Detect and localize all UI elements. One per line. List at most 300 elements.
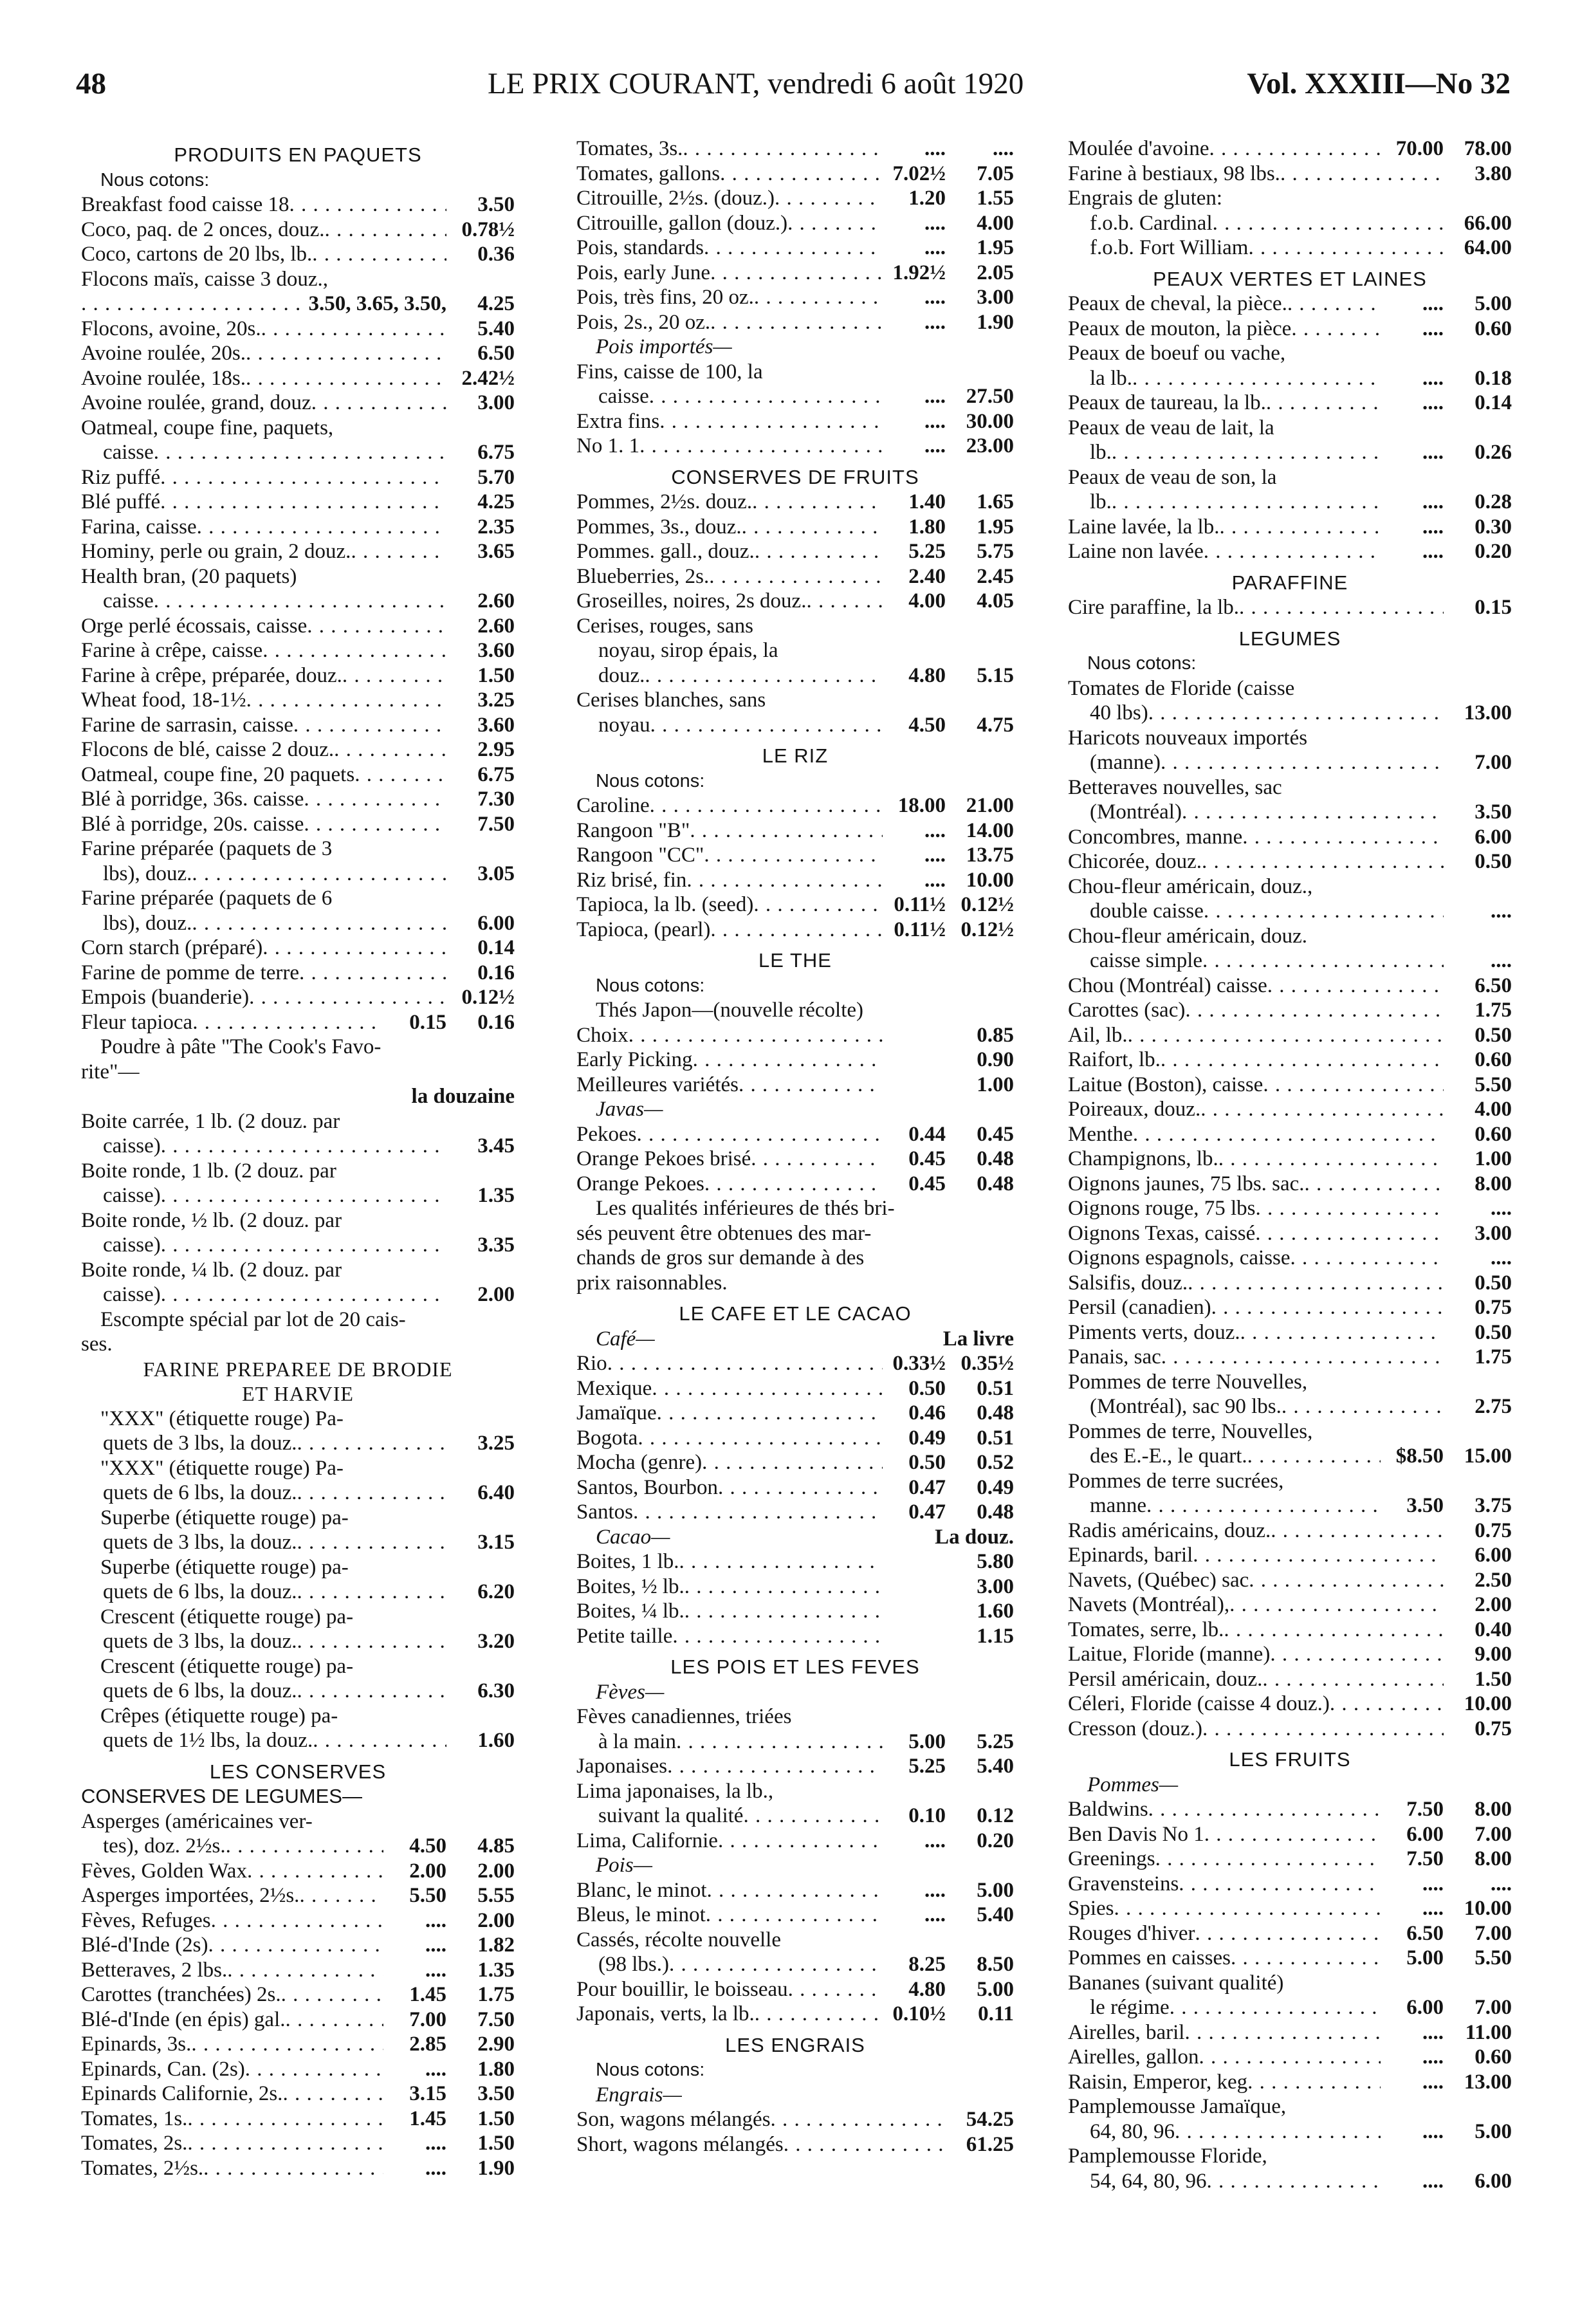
item-label: Pois, standards	[576, 236, 704, 259]
price-value: 0.49	[908, 1426, 946, 1450]
item-label: Lima, Californie	[576, 1829, 718, 1852]
price-row	[81, 1728, 515, 1753]
text-line: Tomates de Floride (caisse	[1068, 676, 1295, 700]
item-label: Ben Davis No 1	[1068, 1822, 1204, 1846]
item-label: f.o.b. Cardinal	[1090, 211, 1213, 235]
dot-leader	[1199, 2045, 1381, 2070]
price-value: 1.40	[908, 490, 946, 513]
price-value: 5.00	[908, 1729, 946, 1753]
item-label: Oatmeal, coupe fine, 20 paquets	[81, 762, 355, 786]
dot-leader	[282, 2081, 383, 2107]
price-row	[81, 638, 515, 663]
dot-leader	[192, 1010, 383, 1035]
price-row	[576, 2002, 1014, 2027]
page-number: 48	[76, 67, 106, 100]
dot-leader	[684, 1574, 883, 1600]
price-value: 5.75	[977, 540, 1014, 563]
price-value: 5.25	[908, 540, 946, 563]
price-value: 1.75	[1475, 999, 1512, 1022]
dot-leader	[1112, 440, 1381, 465]
dot-leader	[1291, 317, 1381, 342]
dot-leader	[1282, 1394, 1444, 1419]
dot-leader	[639, 434, 883, 459]
item-label: caisse simple	[1090, 949, 1203, 972]
volume-number: Vol. XXXIII—No 32	[1247, 67, 1511, 100]
item-label: quets de 3 lbs, la douz.	[103, 1531, 297, 1554]
item-label: lb.	[1090, 490, 1112, 513]
price-value: 2.90	[477, 2033, 515, 2056]
item-label: Cresson (douz.)	[1068, 1717, 1202, 1740]
price-value: 1.50	[1475, 1667, 1512, 1691]
item-label: quets de 3 lbs, la douz.	[103, 1630, 297, 1653]
price-row	[576, 2132, 1014, 2157]
item-label: Bogota	[576, 1426, 638, 1450]
price-row	[576, 1500, 1014, 1525]
price-value: 3.05	[477, 862, 515, 885]
item-label: Avoine roulée, 20s.	[81, 342, 246, 365]
dot-leader	[1218, 1147, 1444, 1172]
price-row	[81, 1859, 515, 1884]
item-label: Flocons, avoine, 20s.	[81, 317, 261, 340]
price-value: ....	[1422, 2070, 1444, 2094]
item-label: Oignons Texas, caissé	[1068, 1221, 1256, 1245]
price-value: 78.00	[1464, 137, 1512, 160]
dot-leader	[1209, 136, 1381, 161]
text-line: Asperges (américaines ver-	[81, 1809, 313, 1833]
text-line: Peaux de veau de lait, la	[1068, 416, 1274, 439]
price-row	[81, 1958, 515, 1983]
price-value: ....	[425, 1958, 446, 1982]
item-label: Avoine roulée, 18s.	[81, 366, 246, 390]
section-heading: ET HARVIE	[242, 1382, 354, 1405]
price-value: ....	[1422, 515, 1444, 539]
item-label: Tomates, 1s.	[81, 2107, 188, 2130]
item-label: Blé à porridge, 20s. caisse	[81, 812, 304, 836]
dot-leader	[652, 1376, 883, 1401]
price-value: 23.00	[966, 434, 1014, 457]
price-value: 1.45	[409, 2107, 446, 2130]
item-label: Farine de sarrasin, caisse	[81, 713, 293, 737]
section-heading: LES ENGRAIS	[725, 2033, 865, 2056]
price-value: 0.75	[1475, 1296, 1512, 1319]
price-row	[81, 1530, 515, 1555]
dot-leader	[297, 1580, 446, 1605]
section-heading: LE RIZ	[762, 744, 829, 767]
item-label: caisse)	[103, 1233, 161, 1257]
price-row	[1068, 1320, 1512, 1345]
price-value: 64.00	[1464, 236, 1512, 259]
dot-leader	[307, 614, 446, 639]
price-row	[1068, 161, 1512, 187]
dot-leader	[645, 663, 883, 688]
item-label: Laine lavée, la lb.	[1068, 515, 1220, 539]
price-row	[1068, 515, 1512, 540]
price-row	[576, 261, 1014, 286]
price-value: 3.50	[1406, 1494, 1444, 1517]
item-label: Corn starch (préparé)	[81, 936, 263, 959]
dot-leader	[1305, 1172, 1444, 1197]
item-label: Moulée d'avoine	[1068, 137, 1209, 160]
section-heading: LE THE	[758, 949, 832, 972]
item-label: tes), doz. 2½s.	[103, 1834, 226, 1858]
text-line: Flocons maïs, caisse 3 douz.,	[81, 267, 329, 291]
price-value: ....	[1422, 292, 1444, 315]
text-line: Boite ronde, 1 lb. (2 douz. par	[81, 1159, 336, 1183]
price-value: 1.60	[977, 1600, 1014, 1623]
item-label: Piments verts, douz.	[1068, 1320, 1240, 1344]
price-value: 3.00	[477, 391, 515, 414]
item-label: Avoine roulée, grand, douz	[81, 391, 311, 414]
price-value: 3.60	[477, 639, 515, 662]
price-value: ....	[924, 310, 946, 334]
price-value: ....	[1491, 1246, 1512, 1269]
text-line: Thés Japon—(nouvelle récolte)	[596, 999, 864, 1022]
price-value: ....	[425, 2156, 446, 2180]
dot-leader	[1240, 1320, 1444, 1345]
dot-leader	[246, 688, 446, 713]
price-value: 5.40	[477, 317, 515, 340]
price-value: 7.00	[1475, 1921, 1512, 1945]
dot-leader	[638, 1426, 883, 1451]
dot-leader	[1263, 1073, 1444, 1098]
item-label: Concombres, manne	[1068, 825, 1243, 849]
price-value: 0.50	[1475, 1320, 1512, 1344]
dot-leader	[1211, 1295, 1444, 1320]
price-row	[1068, 1921, 1512, 1946]
text-line: "XXX" (étiquette rouge) Pa-	[100, 1456, 344, 1480]
item-label: Choix	[576, 1023, 629, 1047]
price-value: 1.50	[477, 663, 515, 687]
price-row	[576, 1549, 1014, 1574]
price-row	[576, 1376, 1014, 1401]
item-label: lbs), douz.	[103, 911, 192, 935]
price-row	[576, 434, 1014, 459]
dot-leader	[702, 1450, 883, 1475]
dot-leader	[286, 2007, 384, 2033]
price-row	[81, 1282, 515, 1307]
price-row	[81, 515, 515, 540]
price-row	[1068, 235, 1512, 261]
price-value: 2.00	[477, 1859, 515, 1883]
item-label: Farine à bestiaux, 98 lbs.	[1068, 161, 1280, 185]
price-value: 2.00	[1475, 1593, 1512, 1616]
price-row	[81, 911, 515, 936]
item-label: Carottes (sac)	[1068, 999, 1186, 1022]
price-value: ....	[425, 2132, 446, 2155]
item-label: Boites, 1 lb.	[576, 1550, 679, 1573]
dot-leader	[1185, 998, 1444, 1023]
price-row	[576, 1754, 1014, 1779]
price-value: ....	[425, 1908, 446, 1932]
dot-leader	[325, 217, 447, 243]
price-value: 0.48	[977, 1147, 1014, 1170]
price-value: 0.26	[1475, 441, 1512, 464]
price-value: 0.16	[477, 1010, 515, 1034]
item-label: Orge perlé écossais, caisse	[81, 614, 308, 638]
dot-leader	[1195, 1921, 1381, 1946]
price-value: 6.00	[1475, 2169, 1512, 2193]
price-value: 0.28	[1475, 490, 1512, 513]
dot-leader	[161, 1183, 446, 1208]
price-row	[1068, 750, 1512, 775]
dot-leader	[1280, 161, 1444, 187]
dot-leader	[191, 2032, 383, 2057]
item-label: Blé-d'Inde (2s)	[81, 1933, 208, 1957]
price-value: 10.00	[966, 868, 1014, 892]
price-row	[576, 1475, 1014, 1500]
item-label: Epinards, Can. (2s)	[81, 2057, 245, 2081]
price-value: ....	[1422, 2020, 1444, 2044]
price-value: 7.50	[1406, 1798, 1444, 1821]
item-label: Peaux de mouton, la pièce	[1068, 317, 1292, 340]
category-label: Pommes—	[1087, 1773, 1179, 1796]
price-value: 0.50	[1475, 850, 1512, 873]
item-label: caisse	[103, 441, 154, 464]
text-line: Crêpes (étiquette rouge) pa-	[100, 1704, 338, 1728]
price-row	[81, 1480, 515, 1506]
price-row	[1068, 1122, 1512, 1147]
price-value: 5.15	[977, 663, 1014, 687]
dot-leader	[304, 812, 446, 837]
text-line: Farine préparée (paquets de 3	[81, 837, 333, 860]
item-label: Pour bouillir, le boisseau	[576, 1977, 788, 2001]
price-row	[1068, 1097, 1512, 1122]
price-value: 0.40	[1475, 1618, 1512, 1641]
price-row	[81, 440, 515, 465]
price-row	[1068, 701, 1512, 726]
dot-leader	[1256, 1196, 1444, 1221]
dot-leader	[297, 1480, 446, 1506]
dot-leader	[1128, 1023, 1444, 1048]
price-row	[1068, 1995, 1512, 2020]
price-row	[576, 539, 1014, 564]
text-line: Boite ronde, ¼ lb. (2 douz. par	[81, 1258, 342, 1282]
dot-leader	[281, 1982, 383, 2007]
price-value: 0.50	[1475, 1023, 1512, 1047]
dot-leader	[806, 589, 883, 614]
item-label: Betteraves, 2 lbs.	[81, 1958, 228, 1982]
dot-leader	[354, 762, 446, 788]
price-row	[81, 1933, 515, 1958]
price-value: ....	[1422, 2169, 1444, 2193]
price-value: 2.60	[477, 614, 515, 638]
category-label: Javas—	[596, 1098, 663, 1121]
price-value: ....	[924, 137, 946, 160]
price-value: 5.70	[477, 465, 515, 489]
item-label: Groseilles, noires, 2s douz.	[576, 589, 807, 613]
item-label: caisse)	[103, 1184, 161, 1207]
unit-label: La livre	[942, 1327, 1014, 1351]
item-label: quets de 6 lbs, la douz.	[103, 1481, 297, 1504]
price-row	[1068, 1345, 1512, 1370]
category-label: Pois importés—	[596, 335, 732, 358]
price-row	[1068, 1221, 1512, 1246]
price-row	[1068, 2119, 1512, 2144]
item-label: Menthe	[1068, 1122, 1133, 1146]
price-value: 0.78½	[461, 217, 515, 241]
price-value: 1.00	[1475, 1147, 1512, 1170]
price-value: 8.00	[1475, 1847, 1512, 1870]
text-line: Engrais de gluten:	[1068, 187, 1223, 210]
price-value: 6.00	[1475, 825, 1512, 849]
price-value: 2.85	[409, 2033, 446, 2056]
price-value: 2.00	[477, 1283, 515, 1306]
price-row	[576, 211, 1014, 236]
price-row	[81, 1908, 515, 1933]
text-line: Pamplemousse Floride,	[1068, 2144, 1267, 2168]
item-label: Oignons jaunes, 75 lbs. sac.	[1068, 1172, 1305, 1195]
dot-leader	[262, 936, 446, 961]
price-value: 5.00	[1475, 2119, 1512, 2143]
price-value: 3.00	[977, 1574, 1014, 1598]
dot-leader	[1262, 1667, 1444, 1692]
price-value: 8.00	[1475, 1172, 1512, 1195]
text-line: Oatmeal, coupe fine, paquets,	[81, 416, 334, 439]
text-line: prix raisonnables.	[576, 1271, 728, 1295]
price-row	[81, 2081, 515, 2107]
text-line: Pommes de terre Nouvelles,	[1068, 1370, 1308, 1394]
price-row	[81, 490, 515, 515]
price-value: ....	[1422, 317, 1444, 340]
price-value: 4.80	[908, 663, 946, 687]
dot-leader	[710, 261, 883, 286]
price-value: 15.00	[1464, 1444, 1512, 1468]
price-value: 1.95	[977, 515, 1014, 539]
price-row	[1068, 1394, 1512, 1419]
item-label: Rio	[576, 1352, 607, 1375]
item-label: Santos, Bourbon	[576, 1475, 719, 1499]
price-row	[1068, 1797, 1512, 1822]
price-row	[81, 317, 515, 342]
text-line: Cerises, rouges, sans	[576, 614, 753, 638]
item-label: Farina, caisse	[81, 515, 197, 539]
price-row	[576, 1829, 1014, 1854]
price-row	[1068, 1172, 1512, 1197]
item-label: Pommes en caisses	[1068, 1946, 1231, 1969]
item-label: double caisse	[1090, 899, 1204, 923]
price-row	[1068, 136, 1512, 161]
dot-leader	[227, 1958, 383, 1983]
item-label: Laitue (Boston), caisse	[1068, 1073, 1263, 1096]
price-value: 5.50	[1475, 1073, 1512, 1096]
price-value: 3.50	[477, 2082, 515, 2105]
price-value: 30.00	[966, 409, 1014, 433]
dot-leader	[1133, 1122, 1444, 1147]
item-label: Tomates, 3s.	[576, 137, 683, 160]
price-value: 2.95	[477, 738, 515, 761]
unit-label: La douz.	[935, 1525, 1014, 1549]
item-label: Fèves, Golden Wax	[81, 1859, 247, 1883]
price-row	[81, 688, 515, 713]
price-value: 10.00	[1464, 1692, 1512, 1715]
dot-leader	[1239, 595, 1444, 620]
item-label: Tomates, serre, lb.	[1068, 1618, 1224, 1641]
price-row	[576, 186, 1014, 211]
price-row	[576, 1073, 1014, 1098]
item-label: Extra fins	[576, 409, 660, 433]
dot-leader	[1200, 1097, 1444, 1122]
text-line: chands de gros sur demande à des	[576, 1246, 865, 1269]
dot-leader	[299, 961, 446, 986]
dot-leader	[1271, 1518, 1444, 1544]
price-row	[81, 663, 515, 688]
text-line: Cassés, récolte nouvelle	[576, 1928, 781, 1951]
item-label: Pois, 2s., 20 oz.	[576, 310, 711, 334]
price-row	[1068, 1872, 1512, 1897]
section-heading: LES POIS ET LES FEVES	[670, 1655, 920, 1678]
dot-leader	[669, 1952, 883, 1977]
price-value: ....	[924, 211, 946, 235]
text-line: Pommes de terre, Nouvelles,	[1068, 1419, 1313, 1443]
dot-leader	[742, 515, 883, 540]
item-label: Orange Pekoes	[576, 1172, 704, 1195]
dot-leader	[607, 1351, 883, 1376]
dot-leader	[197, 515, 446, 540]
price-row	[81, 1134, 515, 1159]
item-label: Pommes, 2½s. douz.	[576, 490, 753, 513]
item-label: des E.-E., le quart.	[1090, 1444, 1247, 1468]
price-row	[1068, 1047, 1512, 1073]
item-label: douz.	[598, 663, 645, 687]
price-value: 1.90	[977, 310, 1014, 334]
dot-leader	[1179, 1872, 1381, 1897]
item-label: Fèves, Refuges	[81, 1908, 211, 1932]
price-row	[576, 235, 1014, 261]
price-value: 7.50	[1406, 1847, 1444, 1870]
item-label: 64, 80, 96	[1090, 2119, 1175, 2143]
price-row	[81, 589, 515, 614]
subheading: Nous cotons:	[596, 975, 705, 996]
dot-leader	[1161, 750, 1444, 775]
price-row	[1068, 1147, 1512, 1172]
dot-leader	[1247, 1444, 1381, 1469]
dot-leader	[246, 366, 446, 391]
text-line: Fèves canadiennes, triées	[576, 1705, 792, 1728]
item-label: Short, wagons mélangés	[576, 2132, 784, 2156]
price-value: ....	[924, 818, 946, 842]
dot-leader	[752, 490, 883, 515]
dot-leader	[788, 1977, 883, 2002]
text-line: Boite carrée, 1 lb. (2 douz. par	[81, 1109, 340, 1133]
dot-leader	[208, 1933, 383, 1958]
category-label: Café—	[596, 1327, 655, 1351]
price-value: ....	[425, 2057, 446, 2081]
item-label: (98 lbs.)	[598, 1953, 669, 1976]
price-value: 1.90	[477, 2156, 515, 2180]
item-label: Radis américains, douz.	[1068, 1518, 1271, 1542]
price-value: 1.35	[477, 1958, 515, 1982]
price-value: ....	[1422, 2119, 1444, 2143]
price-value: 8.00	[1475, 1798, 1512, 1821]
price-value: ....	[1422, 441, 1444, 464]
price-row	[576, 1147, 1014, 1172]
price-value: 66.00	[1464, 211, 1512, 235]
item-label: quets de 6 lbs, la douz.	[103, 1580, 297, 1603]
item-label: suivant la qualité	[598, 1804, 744, 1827]
dot-leader	[1175, 2119, 1381, 2144]
item-label: Airelles, gallon	[1068, 2045, 1199, 2069]
dot-leader	[1182, 800, 1444, 825]
text-line: Chou-fleur américain, douz.	[1068, 924, 1308, 948]
item-label: le régime	[1090, 1996, 1170, 2019]
text-line: Crescent (étiquette rouge) pa-	[100, 1605, 354, 1628]
dot-leader	[247, 1859, 383, 1884]
item-label: Rouges d'hiver	[1068, 1921, 1195, 1945]
price-row	[576, 285, 1014, 310]
dot-leader	[784, 2132, 946, 2157]
price-row	[1068, 948, 1512, 973]
price-value: 1.75	[477, 1983, 515, 2006]
